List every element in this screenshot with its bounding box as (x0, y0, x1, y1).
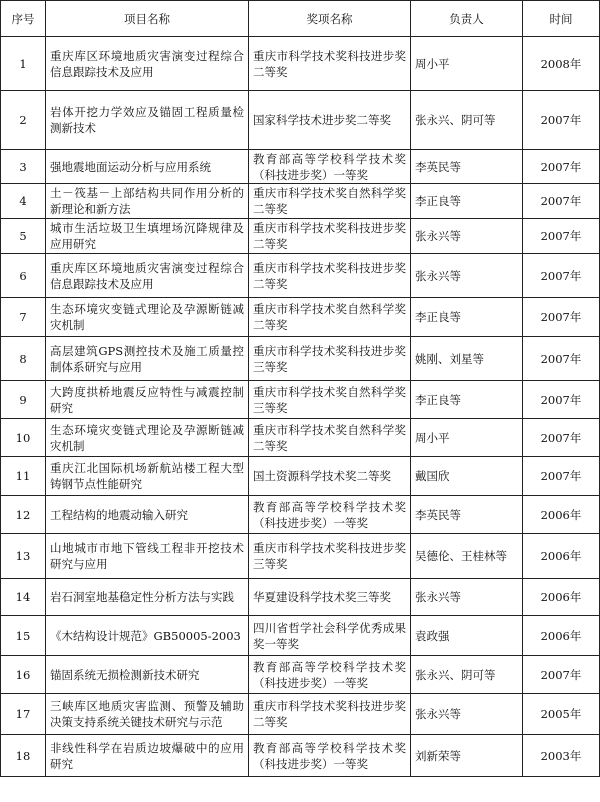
row-number: 4 (1, 184, 46, 219)
project-name: 生态环境灾变链式理论及孕源断链减灾机制 (46, 419, 249, 457)
row-number: 14 (1, 579, 46, 616)
col-header-leader: 负责人 (411, 1, 523, 37)
table-row (1, 656, 600, 694)
table-row (1, 91, 600, 150)
table-row (1, 457, 600, 496)
award-name: 重庆市科学技术奖科技进步奖二等奖 (249, 37, 411, 91)
col-header-project: 项目名称 (46, 1, 249, 37)
project-name: 锚固系统无损检测新技术研究 (46, 656, 249, 694)
leader-name: 李英民等 (411, 496, 523, 534)
project-name: 大跨度拱桥地震反应特性与减震控制研究 (46, 381, 249, 419)
award-year: 2005年 (523, 694, 600, 735)
award-name: 重庆市科学技术奖自然科学奖二等奖 (249, 419, 411, 457)
award-name: 教育部高等学校科学技术奖（科技进步奖）一等奖 (249, 735, 411, 777)
award-year: 2007年 (523, 219, 600, 254)
leader-name: 姚刚、刘星等 (411, 337, 523, 381)
row-number: 5 (1, 219, 46, 254)
table-body (1, 37, 600, 777)
award-name: 重庆市科学技术奖自然科学奖二等奖 (249, 298, 411, 337)
leader-name: 张永兴等 (411, 694, 523, 735)
table-row (1, 381, 600, 419)
project-name: 岩石洞室地基稳定性分析方法与实践 (46, 579, 249, 616)
award-year: 2007年 (523, 298, 600, 337)
project-name: 山地城市市地下管线工程非开挖技术研究与应用 (46, 534, 249, 579)
award-name: 教育部高等学校科学技术奖（科技进步奖）一等奖 (249, 150, 411, 184)
table-row (1, 579, 600, 616)
project-name: 重庆江北国际机场新航站楼工程大型铸钢节点性能研究 (46, 457, 249, 496)
col-header-award: 奖项名称 (249, 1, 411, 37)
leader-name: 张永兴、阴可等 (411, 91, 523, 150)
row-number: 3 (1, 150, 46, 184)
row-number: 17 (1, 694, 46, 735)
table-row (1, 219, 600, 254)
project-name: 生态环境灾变链式理论及孕源断链减灾机制 (46, 298, 249, 337)
project-name: 强地震地面运动分析与应用系统 (46, 150, 249, 184)
row-number: 7 (1, 298, 46, 337)
table-row (1, 496, 600, 534)
table-row (1, 184, 600, 219)
project-name: 土－筏基－上部结构共同作用分析的新理论和新方法 (46, 184, 249, 219)
award-year: 2007年 (523, 656, 600, 694)
leader-name: 吴德伦、王桂林等 (411, 534, 523, 579)
award-year: 2007年 (523, 254, 600, 298)
project-name: 高层建筑GPS测控技术及施工质量控制体系研究与应用 (46, 337, 249, 381)
leader-name: 李正良等 (411, 381, 523, 419)
award-year: 2007年 (523, 337, 600, 381)
table-row (1, 694, 600, 735)
leader-name: 张永兴等 (411, 219, 523, 254)
row-number: 8 (1, 337, 46, 381)
project-name: 《木结构设计规范》GB50005-2003 (46, 616, 249, 656)
award-year: 2007年 (523, 184, 600, 219)
row-number: 10 (1, 419, 46, 457)
award-year: 2008年 (523, 37, 600, 91)
table-row (1, 298, 600, 337)
award-year: 2007年 (523, 91, 600, 150)
award-name: 重庆市科学技术奖自然科学奖三等奖 (249, 381, 411, 419)
row-number: 12 (1, 496, 46, 534)
award-name: 重庆市科学技术奖科技进步奖二等奖 (249, 219, 411, 254)
award-name: 重庆市科学技术奖自然科学奖二等奖 (249, 184, 411, 219)
award-year: 2003年 (523, 735, 600, 777)
award-name: 重庆市科学技术奖科技进步奖三等奖 (249, 534, 411, 579)
row-number: 2 (1, 91, 46, 150)
project-name: 三峡库区地质灾害监测、预警及辅助决策支持系统关键技术研究与示范 (46, 694, 249, 735)
table-row (1, 616, 600, 656)
project-name: 工程结构的地震动输入研究 (46, 496, 249, 534)
row-number: 9 (1, 381, 46, 419)
leader-name: 张永兴等 (411, 254, 523, 298)
award-name: 教育部高等学校科学技术奖（科技进步奖）一等奖 (249, 496, 411, 534)
table-row (1, 337, 600, 381)
award-name: 华夏建设科学技术奖三等奖 (249, 579, 411, 616)
row-number: 1 (1, 37, 46, 91)
table-row (1, 735, 600, 777)
leader-name: 张永兴等 (411, 579, 523, 616)
row-number: 13 (1, 534, 46, 579)
table-row (1, 419, 600, 457)
col-header-time: 时间 (523, 1, 600, 37)
project-name: 非线性科学在岩质边坡爆破中的应用研究 (46, 735, 249, 777)
leader-name: 袁政强 (411, 616, 523, 656)
award-year: 2007年 (523, 457, 600, 496)
award-name: 重庆市科学技术奖科技进步奖二等奖 (249, 694, 411, 735)
award-year: 2006年 (523, 616, 600, 656)
row-number: 18 (1, 735, 46, 777)
leader-name: 刘新荣等 (411, 735, 523, 777)
header-row (1, 1, 600, 37)
table-row (1, 534, 600, 579)
table-row (1, 254, 600, 298)
leader-name: 李正良等 (411, 298, 523, 337)
project-name: 重庆库区环境地质灾害演变过程综合信息跟踪技术及应用 (46, 254, 249, 298)
leader-name: 张永兴、阴可等 (411, 656, 523, 694)
row-number: 15 (1, 616, 46, 656)
award-name: 重庆市科学技术奖科技进步奖二等奖 (249, 254, 411, 298)
row-number: 6 (1, 254, 46, 298)
award-name: 国土资源科学技术奖二等奖 (249, 457, 411, 496)
row-number: 16 (1, 656, 46, 694)
leader-name: 周小平 (411, 419, 523, 457)
table-row (1, 150, 600, 184)
leader-name: 李英民等 (411, 150, 523, 184)
leader-name: 周小平 (411, 37, 523, 91)
award-name: 教育部高等学校科学技术奖（科技进步奖）一等奖 (249, 656, 411, 694)
leader-name: 戴国欣 (411, 457, 523, 496)
table-row (1, 37, 600, 91)
project-name: 岩体开挖力学效应及锚固工程质量检测新技术 (46, 91, 249, 150)
award-year: 2007年 (523, 381, 600, 419)
leader-name: 李正良等 (411, 184, 523, 219)
award-year: 2006年 (523, 534, 600, 579)
project-name: 城市生活垃圾卫生填埋场沉降规律及应用研究 (46, 219, 249, 254)
award-name: 四川省哲学社会科学优秀成果奖一等奖 (249, 616, 411, 656)
row-number: 11 (1, 457, 46, 496)
award-year: 2006年 (523, 579, 600, 616)
award-year: 2006年 (523, 496, 600, 534)
award-year: 2007年 (523, 419, 600, 457)
award-year: 2007年 (523, 150, 600, 184)
award-name: 国家科学技术进步奖二等奖 (249, 91, 411, 150)
col-header-no: 序号 (1, 1, 46, 37)
project-name: 重庆库区环境地质灾害演变过程综合信息跟踪技术及应用 (46, 37, 249, 91)
award-name: 重庆市科学技术奖科技进步奖三等奖 (249, 337, 411, 381)
